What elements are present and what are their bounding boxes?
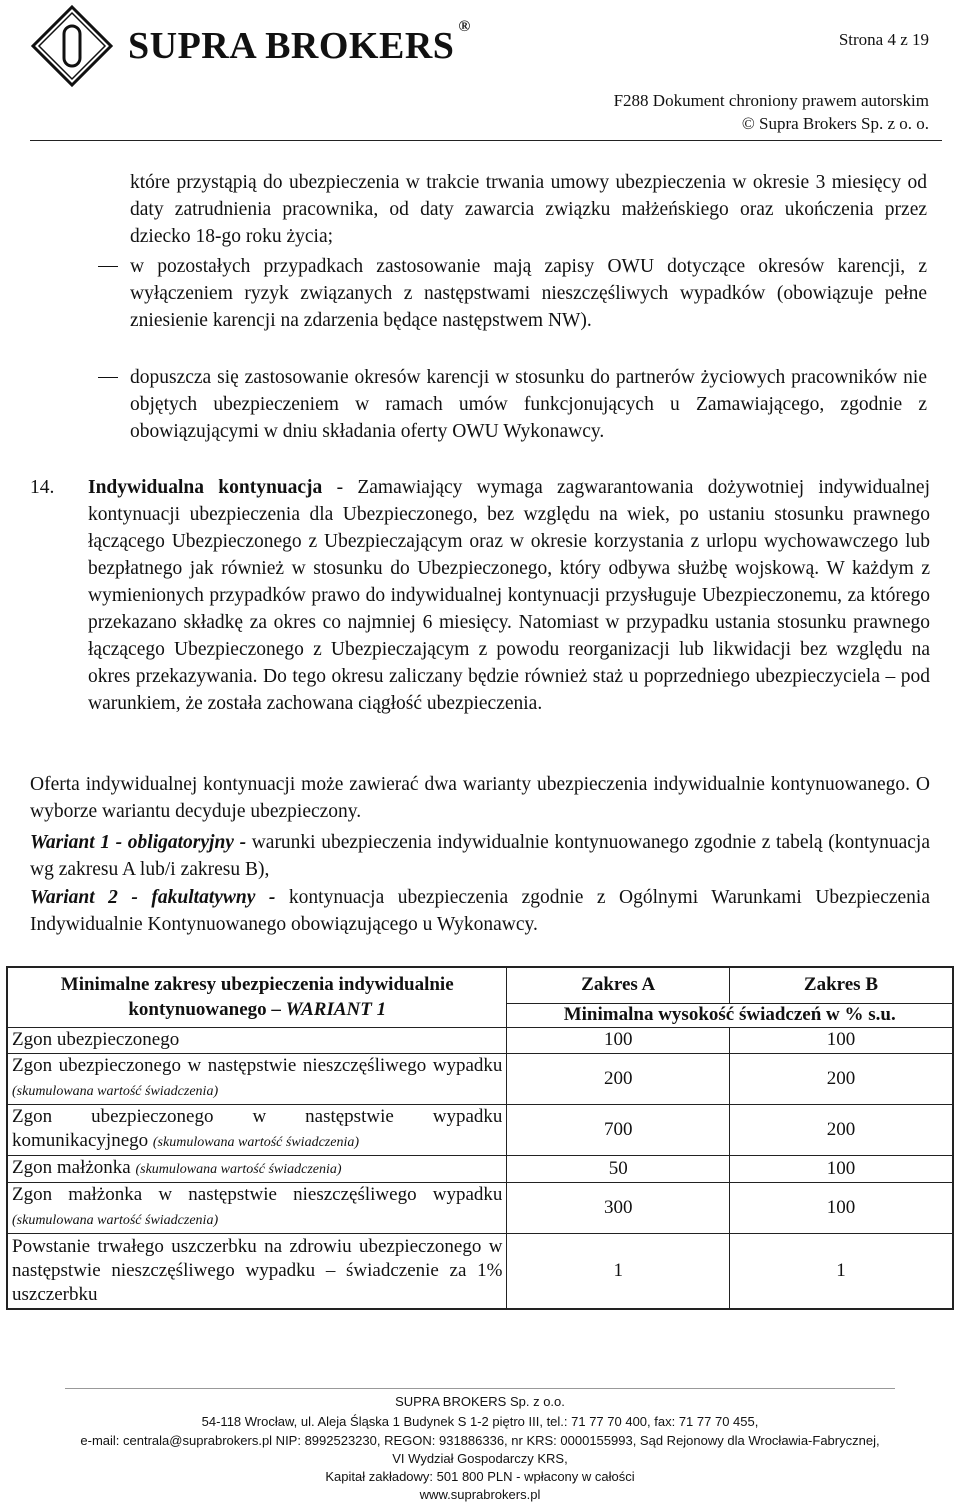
bullet-text: w pozostałych przypadkach zastosowanie mają zapisy OWU dotyczące okresów karencji, z wyłączeniem ryzyk związanych z następstwami nieszczęśliwych wypadków (obowiązuje pełne zniesienie karencji na zdarzenia będące następstwem NW). <box>130 256 927 331</box>
table-title-line1: Minimalne zakresy ubezpieczenia indywidualnie <box>60 974 454 996</box>
row-value-b: 100 <box>729 1182 953 1233</box>
column-subheader: Minimalna wysokość świadczeń w % s.u. <box>507 1003 953 1027</box>
footer-capital: Kapitał zakładowy: 501 800 PLN - wpłacony w całości <box>325 1469 635 1484</box>
footer-court: VI Wydział Gospodarczy KRS, <box>392 1451 568 1466</box>
section-number: 14. <box>30 477 55 498</box>
dash-marker <box>98 266 118 267</box>
supra-brokers-logo-icon <box>30 4 114 88</box>
table-title-line2: kontynuowanego – <box>128 999 286 1021</box>
row-label <box>7 1027 507 1053</box>
row-value-a: 50 <box>507 1155 730 1182</box>
row-note: (skumulowana wartość świadczenia) <box>12 1083 219 1099</box>
row-label-text: Zgon małżonka w następstwie nieszczęśliwego wypadku <box>12 1183 503 1205</box>
row-label-text: Zgon ubezpieczonego <box>12 1029 180 1050</box>
table-title-variant: WARIANT 1 <box>285 999 387 1021</box>
row-label-text: Zgon ubezpieczonego w następstwie wypadku komunikacyjnego <box>12 1105 503 1151</box>
variant-1 <box>30 829 930 883</box>
column-header-b: Zakres B <box>729 967 953 1003</box>
table-row <box>7 1027 953 1053</box>
row-value-a: 300 <box>507 1182 730 1233</box>
row-value-b: 100 <box>729 1155 953 1182</box>
row-value-b: 1 <box>729 1233 953 1309</box>
row-note: (skumulowana wartość świadczenia) <box>152 1134 359 1150</box>
header-divider <box>30 140 942 141</box>
row-value-b: 200 <box>729 1104 953 1155</box>
registered-mark: ® <box>458 18 471 35</box>
row-note: (skumulowana wartość świadczenia) <box>135 1161 342 1177</box>
table-row <box>7 1233 953 1309</box>
column-header-a: Zakres A <box>507 967 730 1003</box>
row-value-b: 100 <box>729 1027 953 1053</box>
section-text <box>88 474 930 717</box>
row-value-b: 200 <box>729 1053 953 1104</box>
section-body: - Zamawiający wymaga zagwarantowania dożywotniej indywidualnej kontynuacji ubezpieczenia dla Ubezpieczonego, bez względu na wiek, po ustaniu stosunku prawnego łączącego Ubezpieczonego z Ubezpieczającym oraz w okresie korzystania z urlopu wychowawczego lub bezpłatnego jak również w stosunku do Ubezpieczonego, który odbywa służbę wojskową. W każdym z wymienionych przypadków prawo do indywidualnej kontynuacji przysługuje Ubezpieczonemu, za którego przekazano składkę za okres co najmniej 6 miesięcy. Natomiast w przypadku ustania stosunku prawnego łączącego Ubezpieczonego z Ubezpieczającym z powodu reorganizacji lub likwidacji bez względu na okres przekazywania. Do tego okresu zaliczany będzie również staż u poprzedniego ubezpieczyciela – pod warunkiem, że została zachowana ciągłość ubezpieczenia. <box>88 477 930 714</box>
row-label-text: Powstanie trwałego uszczerbku na zdrowiu ubezpieczonego w następstwie nieszczęśliwego wypadku – świadczenie za 1% uszczerbku <box>12 1235 503 1305</box>
table-row <box>7 1104 953 1155</box>
dash-marker <box>98 377 118 378</box>
row-label-text: Zgon małżonka <box>12 1156 131 1178</box>
variant-2 <box>30 884 930 938</box>
footer-address: 54-118 Wrocław, ul. Aleja Śląska 1 Budynek S 1-2 piętro III, tel.: 71 77 70 400, fax: 71 77 70 455, <box>201 1414 759 1429</box>
table-header-row <box>7 967 953 1003</box>
row-label <box>7 1155 507 1182</box>
row-value-a: 700 <box>507 1104 730 1155</box>
footer-divider <box>65 1388 895 1389</box>
bullet-text: dopuszcza się zastosowanie okresów karencji w stosunku do partnerów życiowych pracowników nie objętych ubezpieczeniem w ramach umów funkcjonujących u Zamawiającego, zgodnie z obowiązującymi w dniu składania oferty OWU Wykonawcy. <box>130 367 927 442</box>
variant-2-text: kontynuacja ubezpieczenia zgodnie z Ogólnymi Warunkami Ubezpieczenia Indywidualnie Kontynuowanego obowiązującego u Wykonawcy. <box>30 887 931 935</box>
table-row <box>7 1182 953 1233</box>
document-note: F288 Dokument chroniony prawem autorskim <box>613 91 929 110</box>
row-value-a: 1 <box>507 1233 730 1309</box>
footer-registry: e-mail: centrala@suprabrokers.pl NIP: 8992523230, REGON: 931886336, nr KRS: 0000155993, Sąd Rejonowy dla Wrocławia-Fabrycznej, <box>80 1433 880 1448</box>
paragraph-intro: które przystąpią do ubezpieczenia w trakcie trwania umowy ubezpieczenia w okresie 3 miesięcy od daty zatrudnienia pracownika, od daty zawarcia związku małżeńskiego oraz ukończenia przez dziecko 18-go roku życia; <box>130 172 927 247</box>
copyright-note: © Supra Brokers Sp. z o. o. <box>741 114 929 133</box>
footer-website: www.suprabrokers.pl <box>419 1487 541 1502</box>
variant-1-label: Wariant 1 - obligatoryjny - <box>30 832 247 853</box>
paragraph-offer: Oferta indywidualnej kontynuacji może zawierać dwa warianty ubezpieczenia indywidualnie kontynuowanego. O wyborze wariantu decyduje ubezpieczony. <box>30 774 930 822</box>
variant-1-text: warunki ubezpieczenia indywidualnie kontynuowanego zgodnie z tabelą (kontynuacja wg zakresu A lub/i zakresu B), <box>30 832 931 880</box>
row-value-a: 100 <box>507 1027 730 1053</box>
variant-2-label: Wariant 2 - fakultatywny - <box>30 887 276 908</box>
table-title-cell <box>7 967 507 1027</box>
table-row <box>7 1053 953 1104</box>
brand-name: SUPRA BROKERS ® <box>128 18 471 67</box>
footer-company: SUPRA BROKERS Sp. z o.o. <box>395 1394 565 1409</box>
variant-1-table <box>6 966 954 1310</box>
row-note: (skumulowana wartość świadczenia) <box>12 1212 219 1228</box>
row-label-text: Zgon ubezpieczonego w następstwie nieszczęśliwego wypadku <box>12 1054 503 1076</box>
row-label <box>7 1233 507 1309</box>
section-title: Indywidualna kontynuacja <box>88 477 323 498</box>
row-label <box>7 1182 507 1233</box>
page-number: Strona 4 z 19 <box>838 30 929 49</box>
row-value-a: 200 <box>507 1053 730 1104</box>
table-row <box>7 1155 953 1182</box>
row-label <box>7 1104 507 1155</box>
row-label <box>7 1053 507 1104</box>
